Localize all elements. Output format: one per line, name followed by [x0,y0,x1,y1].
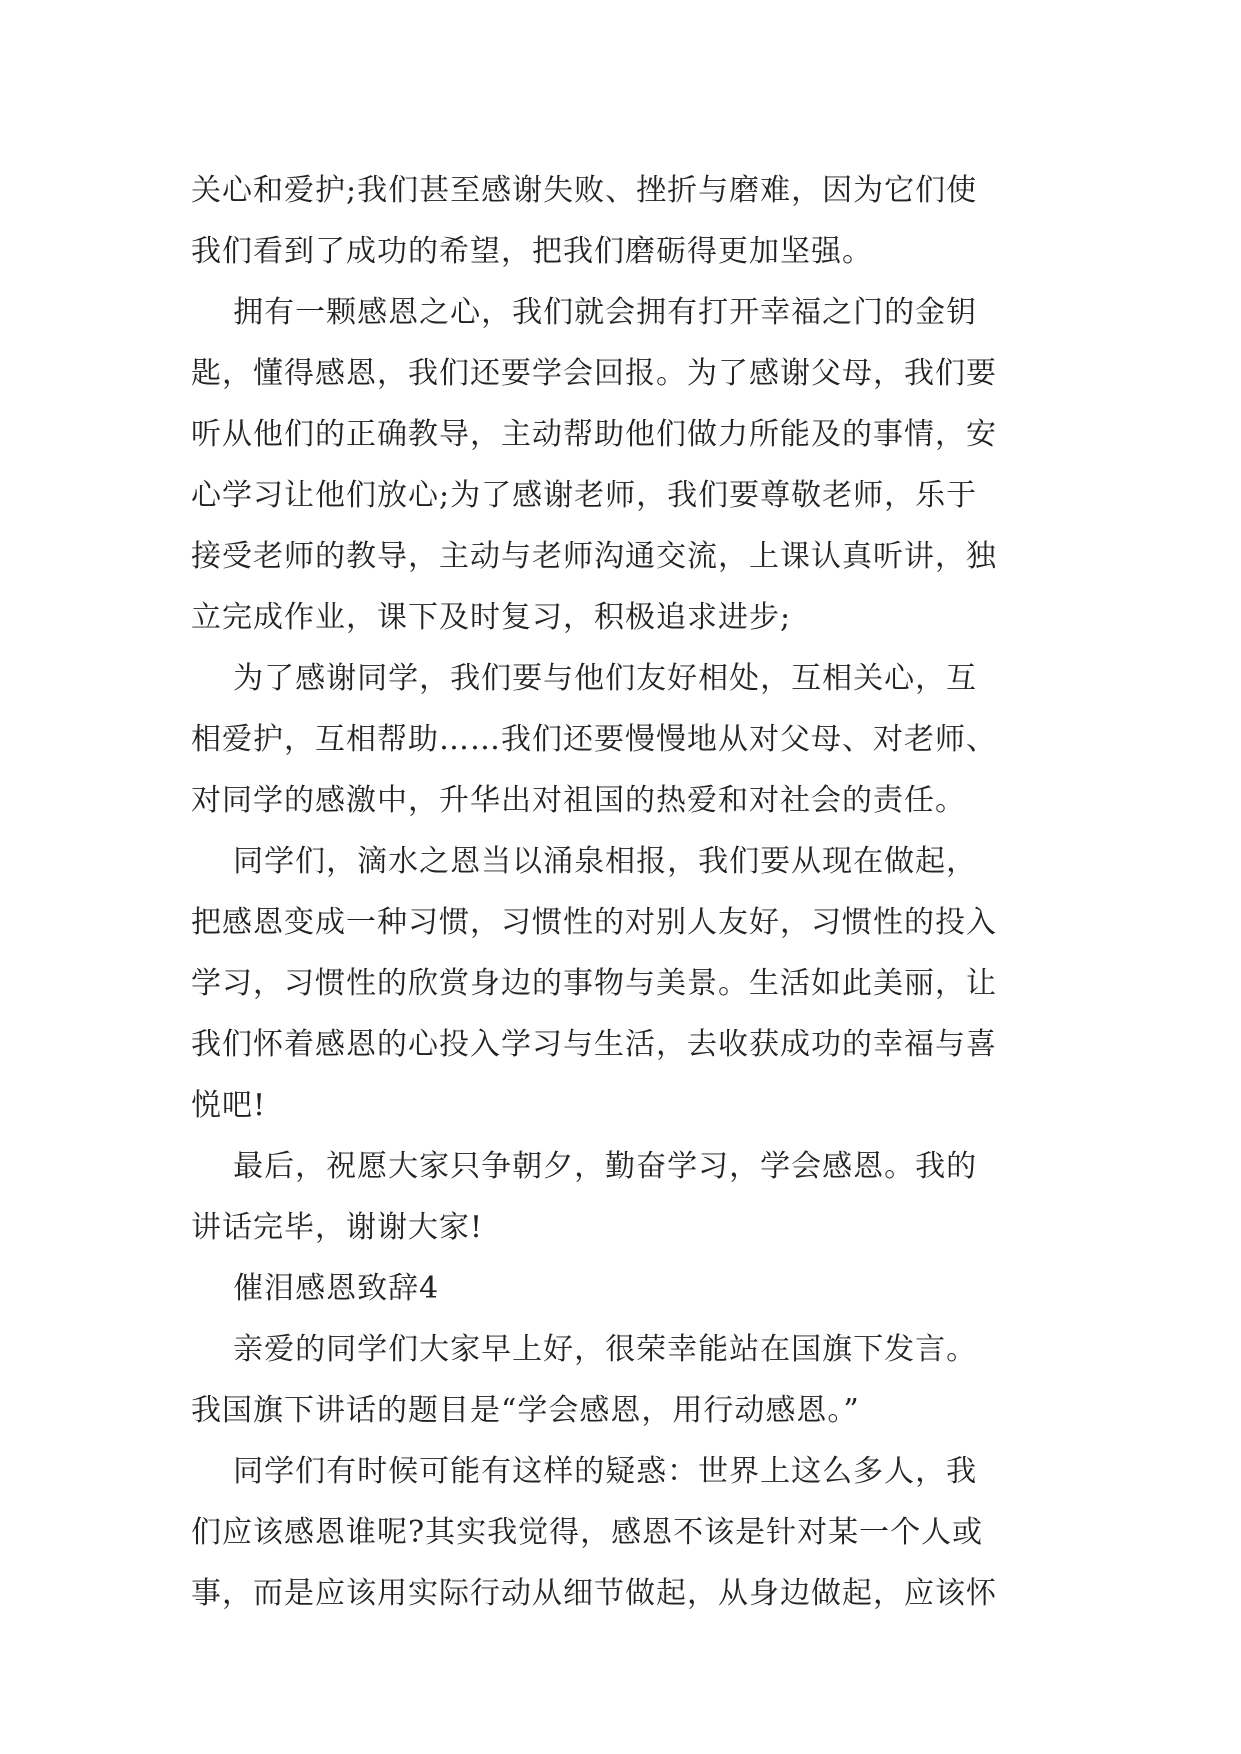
text-line: 们应该感恩谁呢?其实我觉得，感恩不该是针对某一个人或 [191,1515,984,1550]
text-line: 事，而是应该用实际行动从细节做起，从身边做起，应该怀 [191,1576,997,1611]
text-line: 相爱护，互相帮助……我们还要慢慢地从对父母、对老师、 [191,722,997,757]
text-line: 拥有一颗感恩之心，我们就会拥有打开幸福之门的金钥 [191,295,978,330]
text-line: 悦吧! [191,1088,267,1123]
text-line: 接受老师的教导，主动与老师沟通交流，上课认真听讲，独 [191,539,997,574]
text-line: 我国旗下讲话的题目是“学会感恩，用行动感恩。” [191,1393,860,1428]
text-line: 匙，懂得感恩，我们还要学会回报。为了感谢父母，我们要 [191,356,997,391]
text-line: 心学习让他们放心;为了感谢老师，我们要尊敬老师，乐于 [191,478,978,513]
text-line: 学习，习惯性的欣赏身边的事物与美景。生活如此美丽，让 [191,966,997,1001]
text-line: 把感恩变成一种习惯，习惯性的对别人友好，习惯性的投入 [191,905,997,940]
text-line: 为了感谢同学，我们要与他们友好相处，互相关心，互 [191,661,978,696]
text-line: 同学们，滴水之恩当以涌泉相报，我们要从现在做起， [191,844,978,879]
text-line: 立完成作业，课下及时复习，积极追求进步; [191,600,792,635]
document-body [191,160,1051,1624]
text-line: 关心和爱护;我们甚至感谢失败、挫折与磨难，因为它们使 [191,173,978,208]
text-line: 讲话完毕，谢谢大家! [191,1210,484,1245]
text-line: 我们怀着感恩的心投入学习与生活，去收获成功的幸福与喜 [191,1027,997,1062]
section-heading: 催泪感恩致辞4 [191,1271,440,1306]
text-line: 听从他们的正确教导，主动帮助他们做力所能及的事情，安 [191,417,997,452]
text-line: 同学们有时候可能有这样的疑惑：世界上这么多人，我 [191,1454,978,1489]
text-line: 对同学的感激中，升华出对祖国的热爱和对社会的责任。 [191,783,966,818]
text-line: 我们看到了成功的希望，把我们磨砺得更加坚强。 [191,234,873,269]
text-line: 最后，祝愿大家只争朝夕，勤奋学习，学会感恩。我的 [191,1149,978,1184]
text-line: 亲爱的同学们大家早上好，很荣幸能站在国旗下发言。 [191,1332,978,1367]
